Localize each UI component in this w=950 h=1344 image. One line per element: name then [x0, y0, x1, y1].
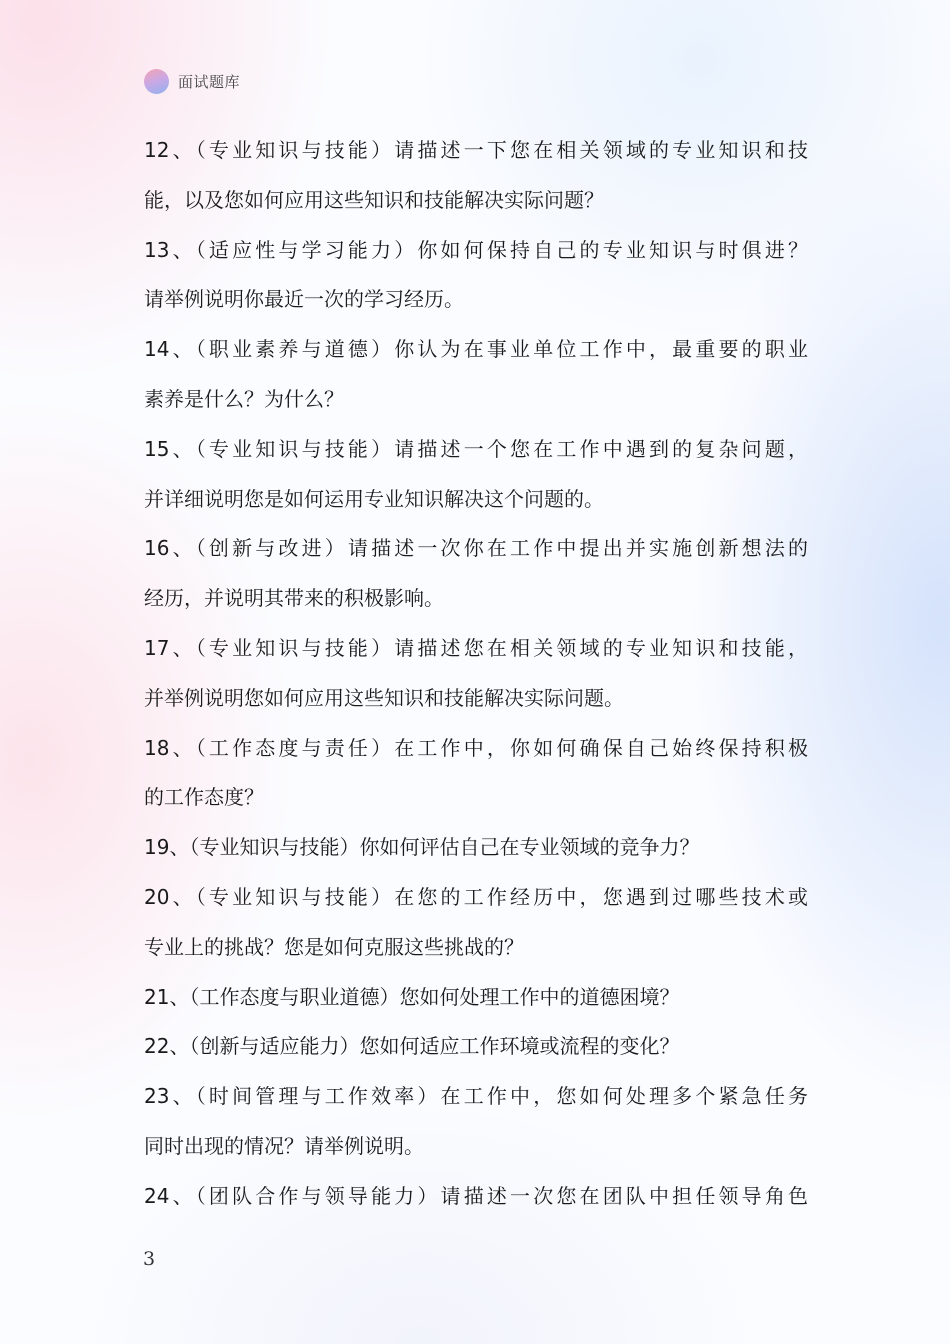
text-line: 素养是什么？为什么？ [144, 386, 344, 411]
text-line: 15、（专业知识与技能）请描述一个您在工作中遇到的复杂问题， [144, 436, 808, 461]
text-line: 专业上的挑战？您是如何克服这些挑战的？ [144, 934, 524, 959]
text-line: 14、（职业素养与道德）你认为在事业单位工作中，最重要的职业 [144, 337, 808, 362]
logo-icon [144, 69, 169, 94]
text-line: 能，以及您如何应用这些知识和技能解决实际问题？ [144, 187, 604, 212]
text-line: 23、（时间管理与工作效率）在工作中，您如何处理多个紧急任务 [144, 1084, 808, 1109]
text-line: 20、（专业知识与技能）在您的工作经历中，您遇到过哪些技术或 [144, 884, 808, 909]
text-line: 经历，并说明其带来的积极影响。 [144, 586, 444, 611]
text-line: 的工作态度？ [144, 785, 264, 810]
text-line: 并详细说明您是如何运用专业知识解决这个问题的。 [144, 486, 604, 511]
page-number: 3 [143, 1248, 156, 1270]
page-header [144, 68, 240, 94]
text-line: 同时出现的情况？请举例说明。 [144, 1133, 424, 1158]
text-line: 19、（专业知识与技能）你如何评估自己在专业领域的竞争力？ [144, 835, 700, 860]
text-line: 16、（创新与改进）请描述一次你在工作中提出并实施创新想法的 [144, 536, 808, 561]
text-line: 22、（创新与适应能力）您如何适应工作环境或流程的变化？ [144, 1034, 680, 1059]
text-line: 18、（工作态度与责任）在工作中，你如何确保自己始终保持积极 [144, 735, 808, 760]
text-line: 17、（专业知识与技能）请描述您在相关领域的专业知识和技能， [144, 635, 808, 660]
text-line: 并举例说明您如何应用这些知识和技能解决实际问题。 [144, 685, 624, 710]
text-line: 12、（专业知识与技能）请描述一下您在相关领域的专业知识和技 [144, 138, 808, 162]
question-list [144, 126, 808, 1222]
text-line: 13、（适应性与学习能力）你如何保持自己的专业知识与时俱进？ [144, 237, 808, 262]
text-line: 请举例说明你最近一次的学习经历。 [144, 287, 464, 312]
text-line: 24、（团队合作与领导能力）请描述一次您在团队中担任领导角色 [144, 1183, 808, 1208]
text-line: 21、（工作态度与职业道德）您如何处理工作中的道德困境？ [144, 984, 680, 1009]
header-title: 面试题库 [178, 72, 241, 91]
